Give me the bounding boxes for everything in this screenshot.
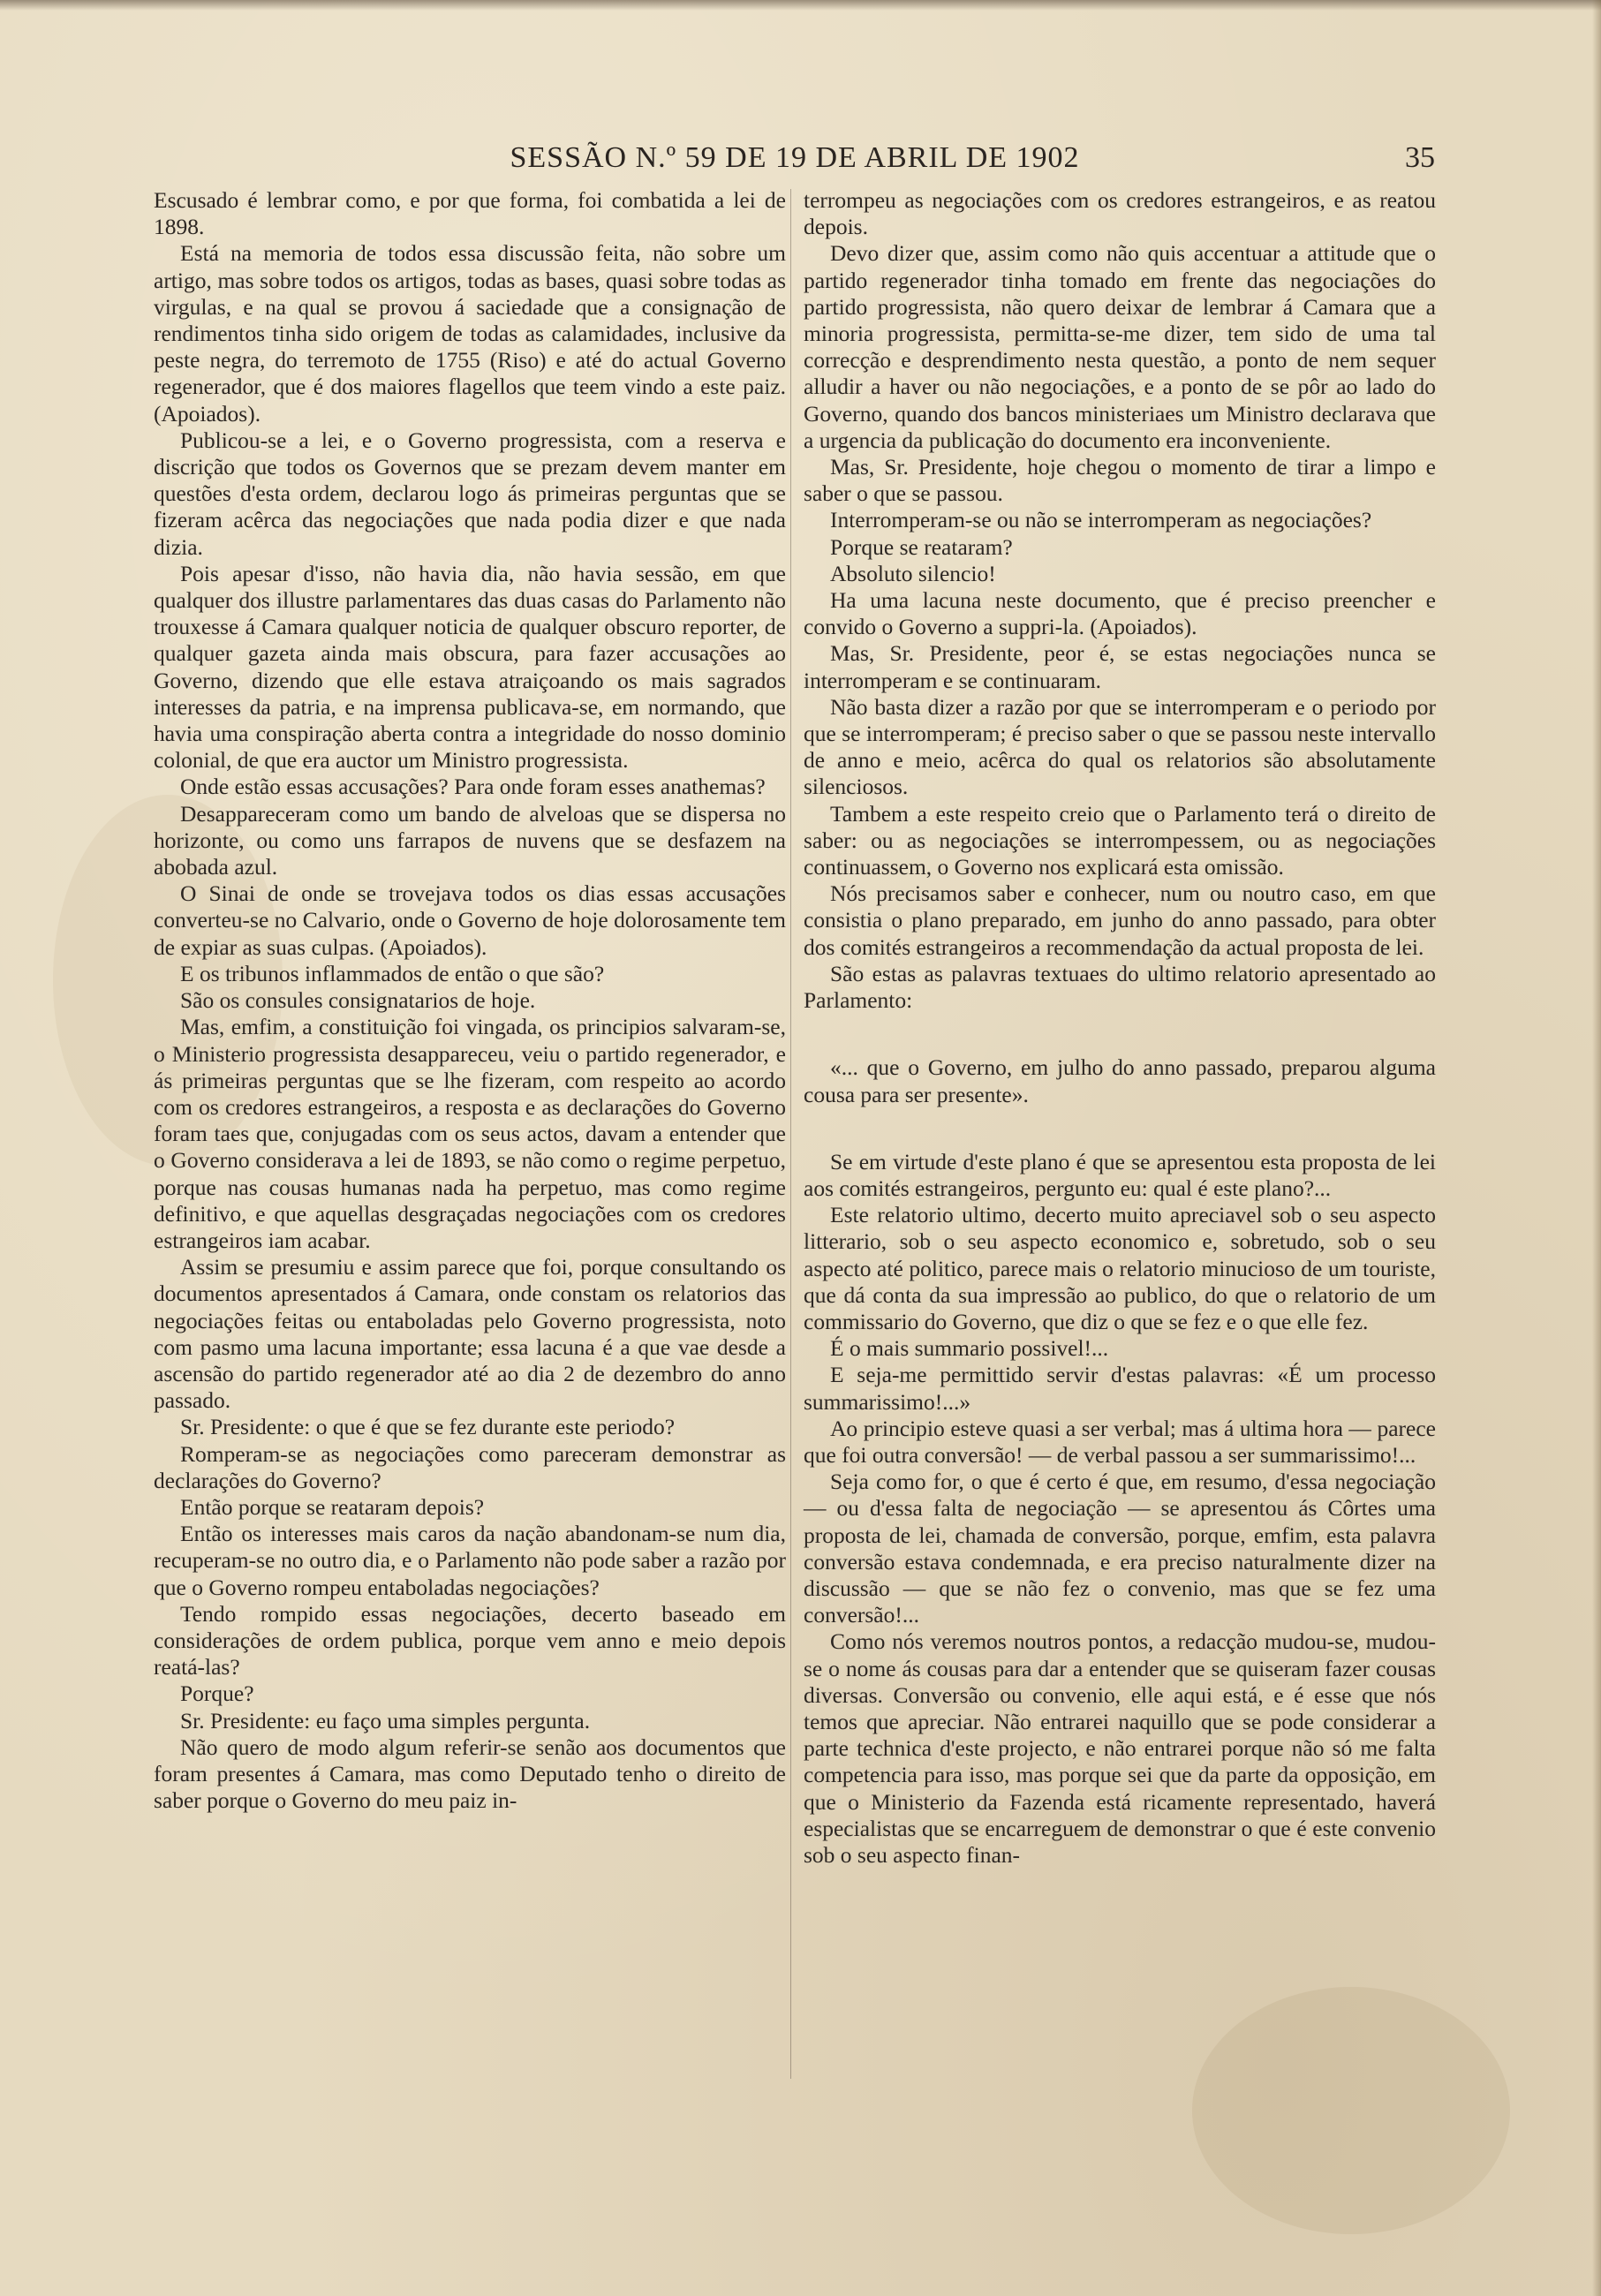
paragraph: Ha uma lacuna neste documento, que é preciso preencher e convido o Governo a suppri-la. (Apoiados). xyxy=(804,587,1436,640)
paragraph: Este relatorio ultimo, decerto muito apreciavel sob o seu aspecto litterario, sob o seu aspecto economico e, sobretudo, sob o seu aspecto até politico, parece mais o relatorio minucioso de um touriste, que dá conta da sua impressão ao publico, do que o relatorio de um commissario do Governo, que diz o que se fez e o que elle fez. xyxy=(804,1202,1436,1334)
paragraph: Absoluto silencio! xyxy=(830,560,996,586)
paragraph: Como nós veremos noutros pontos, a redacção mudou-se, mudou-se o nome ás cousas para dar a entender que se quiseram fazer cousas diversas. Conversão ou convenio, elle aqui está, e é esse que nós temos que apreciar. Não entrarei naquillo que se pode considerar a parte technica d'este projecto, e não entrarei porque não só me falta competencia para isso, mas porque sei que da parte da opposição, em que o Ministerio da Fazenda está ricamente representado, haverá especialistas que se encarreguem de demonstrar o que é este convenio sob o seu aspecto finan- xyxy=(804,1628,1436,1868)
paragraph: São estas as palavras textuaes do ultimo relatorio apresentado ao Parlamento: xyxy=(804,960,1436,1014)
paragraph: Porque? xyxy=(180,1680,254,1707)
quoted-passage: «... que o Governo, em julho do anno passado, preparou alguma cousa para ser presente». xyxy=(804,1054,1436,1107)
paragraph: Se em virtude d'este plano é que se apresentou esta proposta de lei aos comités estrangeiros, pergunto eu: qual é este plano?... xyxy=(804,1148,1436,1201)
paragraph: Escusado é lembrar como, e por que forma, foi combatida a lei de 1898. xyxy=(154,187,786,240)
paragraph: Mas, emfim, a constituição foi vingada, os principios salvaram-se, o Ministerio progressista desappareceu, veiu o partido regenerador, e ás primeiras perguntas que se lhe fizeram, com respeito ao acordo com os credores estrangeiros, a resposta e as declarações do Governo foram taes que, conjugadas com os seus actos, davam a entender que o Governo considerava a lei de 1893, se não como o regime perpetuo, porque nas cousas humanas nada ha perpetuo, mas como regime definitivo, e que aquellas desgraçadas negociações com os credores estrangeiros iam acabar. xyxy=(154,1014,786,1253)
paragraph: Sr. Presidente: eu faço uma simples pergunta. xyxy=(180,1707,591,1733)
paragraph: Sr. Presidente: o que é que se fez durante este periodo? xyxy=(180,1414,676,1440)
paragraph: Pois apesar d'isso, não havia dia, não havia sessão, em que qualquer dos illustre parlamentares das duas casas do Parlamento não trouxesse á Camara qualquer noticia de qualquer obscuro reporter, de qualquer gazeta ainda mais obscura, para fazer accusações ao Governo, dizendo que elle estava atraiçoando os mais sagrados interesses da patria, e na imprensa publicava-se, em normando, que havia uma conspiração aberta contra a integridade do nosso dominio colonial, de que era auctor um Ministro progressista. xyxy=(154,560,786,774)
paper-stain xyxy=(1192,1987,1510,2234)
paragraph: Romperam-se as negociações como pareceram demonstrar as declarações do Governo? xyxy=(154,1440,786,1493)
paragraph: O Sinai de onde se trovejava todos os dias essas accusações converteu-se no Calvario, onde o Governo de hoje dolorosamente tem de expiar as suas culpas. (Apoiados). xyxy=(154,880,786,960)
paragraph: Porque se reataram? xyxy=(830,533,1013,560)
page-top-edge-shadow xyxy=(0,0,1601,11)
paragraph: Assim se presumiu e assim parece que foi, porque consultando os documentos apresentados á Camara, onde constam os relatorios das negociações feitas ou entaboladas pelo Governo progressista, noto com pasmo uma lacuna importante; essa lacuna é a que vae desde a ascensão do partido regenerador até ao dia 2 de dezembro do anno passado. xyxy=(154,1254,786,1414)
paragraph: Devo dizer que, assim como não quis accentuar a attitude que o partido regenerador tinha tomado em frente das negociações do partido progressista, não quero deixar de lembrar á Camara que a minoria progressista, permitta-se-me dizer, tem sido de uma tal correcção e desprendimento nesta questão, a ponto de nem sequer alludir a haver ou não negociações, e a ponto de se pôr ao lado do Governo, quando dos bancos ministeriaes um Ministro declarava que a urgencia da publicação do documento era inconveniente. xyxy=(804,240,1436,453)
page-number: 35 xyxy=(1405,141,1435,174)
paragraph: É o mais summario possivel!... xyxy=(830,1335,1109,1362)
paragraph: São os consules consignatarios de hoje. xyxy=(180,987,536,1014)
text-column-left xyxy=(154,187,786,1814)
paragraph: Mas, Sr. Presidente, hoje chegou o momento de tirar a limpo e saber o que se passou. xyxy=(804,454,1436,507)
page-right-edge-shadow xyxy=(1592,0,1601,2296)
paragraph: Publicou-se a lei, e o Governo progressista, com a reserva e discrição que todos os Governos que se prezam devem manter em questões d'esta ordem, declarou logo ás primeiras perguntas que se fizeram acêrca das negociações que nada podia dizer e que nada dizia. xyxy=(154,427,786,560)
paragraph: Então porque se reataram depois? xyxy=(180,1493,485,1520)
paragraph: Não quero de modo algum referir-se senão aos documentos que foram presentes á Camara, mas como Deputado tenho o direito de saber porque o Governo do meu paiz in- xyxy=(154,1733,786,1814)
paragraph: Não basta dizer a razão por que se interromperam e o periodo por que se interromperam; é preciso saber o que se passou neste intervallo de anno e meio, acêrca do qual os relatorios são absolutamente silenciosos. xyxy=(804,693,1436,800)
paragraph: Interromperam-se ou não se interromperam as negociações? xyxy=(830,507,1372,533)
paragraph: Está na memoria de todos essa discussão feita, não sobre um artigo, mas sobre todos os artigos, todas as bases, quasi sobre todas as virgulas, e na qual se provou á saciedade que a consignação de rendimentos tinha sido origem de todas as calamidades, inclusive da peste negra, do terremoto de 1755 (Riso) e até do actual Governo regenerador, que é dos maiores flagellos que teem vindo a este paiz. (Apoiados). xyxy=(154,240,786,427)
paragraph: Mas, Sr. Presidente, peor é, se estas negociações nunca se interromperam e se continuaram. xyxy=(804,640,1436,693)
column-divider xyxy=(790,189,791,2079)
paragraph: Nós precisamos saber e conhecer, num ou noutro caso, em que consistia o plano preparado, em junho do anno passado, para obter dos comités estrangeiros a recommendação da actual proposta de lei. xyxy=(804,880,1436,960)
paragraph: Onde estão essas accusações? Para onde foram esses anathemas? xyxy=(180,774,766,800)
paragraph: E os tribunos inflammados de então o que são? xyxy=(180,960,605,986)
page-header xyxy=(155,141,1435,184)
paragraph: Ao principio esteve quasi a ser verbal; mas á ultima hora — parece que foi outra conversão! — de verbal passou a ser summarissimo!... xyxy=(804,1415,1436,1468)
text-column-right xyxy=(804,187,1436,1869)
paragraph: Então os interesses mais caros da nação abandonam-se num dia, recuperam-se no outro dia, e o Parlamento não pode saber a razão por que o Governo rompeu entaboladas negociações? xyxy=(154,1521,786,1600)
paragraph: Tendo rompido essas negociações, decerto baseado em considerações de ordem publica, porque vem anno e meio depois reatá-las? xyxy=(154,1600,786,1680)
paragraph: terrompeu as negociações com os credores estrangeiros, e as reatou depois. xyxy=(804,187,1436,240)
paragraph: Seja como for, o que é certo é que, em resumo, d'essa negociação — ou d'essa falta de negociação — se apresentou ás Côrtes uma proposta de lei, chamada de conversão, porque, emfim, esta palavra conversão estava condemnada, e era preciso naturalmente dizer na discussão — que se não fez o convenio, mas que se fez uma conversão!... xyxy=(804,1469,1436,1628)
paragraph: E seja-me permittido servir d'estas palavras: «É um processo summarissimo!...» xyxy=(804,1362,1436,1415)
paragraph: Tambem a este respeito creio que o Parlamento terá o direito de saber: ou as negociações se interrompessem, ou as negociações continuassem, o Governo nos explicará esta omissão. xyxy=(804,800,1436,880)
session-title: SESSÃO N.º 59 DE 19 DE ABRIL DE 1902 xyxy=(510,141,1080,174)
paragraph: Desappareceram como um bando de alveloas que se dispersa no horizonte, ou como uns farrapos de nuvens que se desfazem na abobada azul. xyxy=(154,800,786,880)
